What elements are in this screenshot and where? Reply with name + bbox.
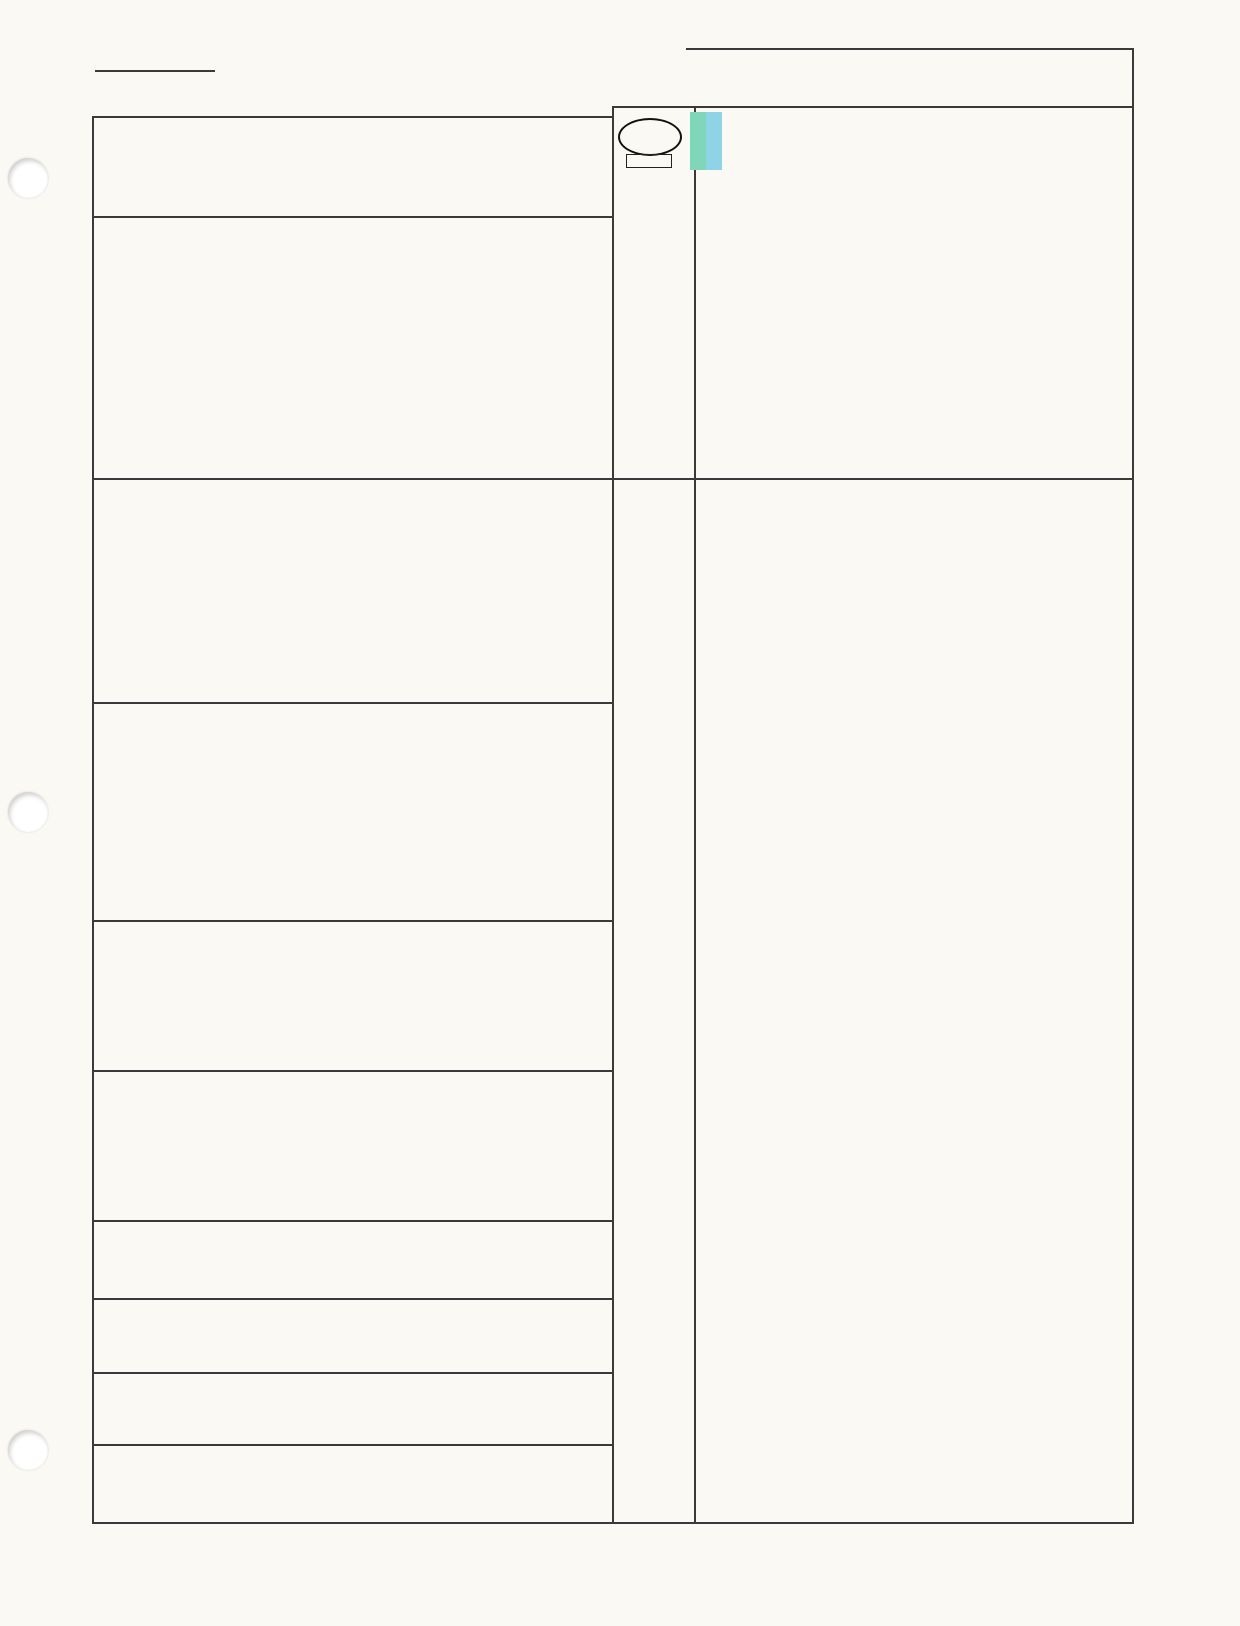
- gloss-underline: [686, 48, 1132, 50]
- frame-divider-2: [694, 108, 696, 1524]
- frame-top-right: [612, 106, 1134, 108]
- section-divider: [92, 702, 612, 704]
- frame-divider-1: [612, 108, 614, 1524]
- date-underline: [95, 70, 215, 72]
- section-divider: [92, 1372, 612, 1374]
- section-divider: [92, 1444, 612, 1446]
- section-divider: [92, 478, 1134, 480]
- frame-top-left: [92, 116, 612, 118]
- section-divider: [92, 1220, 612, 1222]
- pph-stamp-base: [626, 154, 672, 168]
- significance-divider: [92, 216, 612, 218]
- frame-right: [1132, 48, 1134, 1524]
- section-divider: [92, 1298, 612, 1300]
- section-divider: [92, 920, 612, 922]
- pph-stamp: [618, 118, 682, 156]
- color-tab-marker-blue: [706, 112, 722, 170]
- frame-bottom: [92, 1522, 1134, 1524]
- frame-left: [92, 116, 94, 1524]
- punch-hole: [8, 792, 48, 832]
- section-divider: [92, 1070, 612, 1072]
- punch-hole: [8, 158, 48, 198]
- punch-hole: [8, 1430, 48, 1470]
